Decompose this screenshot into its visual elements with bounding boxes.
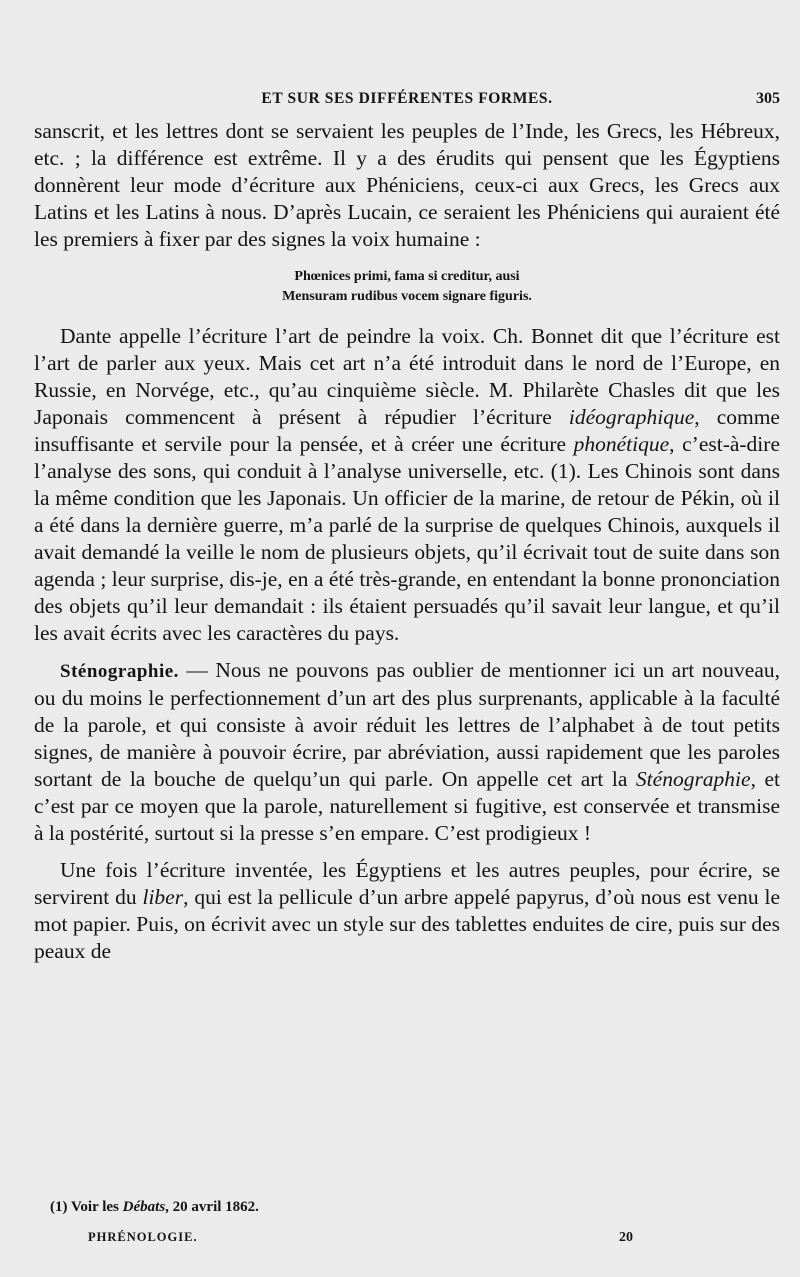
paragraph-gap [34,647,780,657]
term-liber: liber [142,885,184,909]
sheet-number: 20 [619,1230,633,1245]
paragraph-2-text-c: , c’est-à-dire l’analyse des sons, qui conduit à l’analyse universelle, etc. (1). Les Chinois sont dans la même condition que les Japonais. Un officier de la marine, de retour de Pékin, où il a été dans la dernière guerre, m’a parlé de la surprise de quelques Chinois, auxquels il avait demandé la veille le nom de plusieurs objets, qu’il écrivait tout de suite dans son agenda ; leur surprise, dis-je, en a été très-grande, en entendant la bonne prononciation des objets qu’il leur demandait : ils étaient persuadés qu’il savait leur langue, et qu’il les avait écrits avec les caractères du pays. [34,432,780,645]
running-title: ET SUR SES DIFFÉRENTES FORMES. [261,90,553,107]
term-phonetique: phonétique [573,432,670,456]
paragraph-4-text-a: Une fois l’écriture inventée, les Égyptiens et les autres peuples, pour écrire, se servirent du [34,858,780,909]
term-stenographie: Sténographie [635,767,751,791]
paragraph-4 [34,857,780,965]
section-heading-stenographie: Sténographie. [60,661,179,682]
page-header [34,90,780,112]
footnote-suffix: , 20 avril 1862. [165,1199,259,1215]
paragraph-3-text-a: — Nous ne pouvons pas oublier de mentionner ici un art nouveau, ou du moins le perfectionnement d’un art des plus surprenants, applicable à la faculté de la parole, et qui consiste à avoir réduit les lettres de l’alphabet à de tout petits signes, de manière à pouvoir écrire, par abréviation, aussi rapidement que les paroles sortant de la bouche de quelqu’un qui parle. On appelle cet art la [34,658,780,791]
latin-quote [34,267,780,307]
paragraph-2 [34,323,780,647]
paragraph-3 [34,657,780,847]
paragraph-3-text-b: , et c’est par ce moyen que la parole, naturellement si fugitive, est conservée et transmise à la postérité, surtout si la presse s’en empare. C’est prodigieux ! [34,767,780,845]
page-number: 305 [756,90,780,107]
paragraph-4-text-b: , qui est la pellicule d’un arbre appelé papyrus, d’où nous est venu le mot papier. Puis, on écrivit avec un style sur des tablettes enduites de cire, puis sur des peaux de [34,885,780,963]
quote-line-1: Phœnices primi, fama si creditur, ausi [294,269,520,284]
quote-line-2: Mensuram rudibus vocem signare figuris. [282,289,532,304]
paragraph-gap [34,847,780,857]
paragraph-2-text-b: , comme insuffisante et servile pour la pensée, et à créer une écriture [34,405,780,456]
footnote-prefix: (1) Voir les [50,1199,123,1215]
paragraph-2-text-a: Dante appelle l’écriture l’art de peindre la voix. Ch. Bonnet dit que l’écriture est l’art de parler aux yeux. Mais cet art n’a été introduit dans le nord de l’Europe, en Russie, en Norvége, etc., qu’au cinquième siècle. M. Philarète Chasles dit que les Japonais commencent à présent à répudier l’écriture [34,324,780,429]
term-ideographique: idéographique [568,405,695,429]
printer-signature: PHRÉNOLOGIE. [88,1230,198,1244]
footnote [50,1199,259,1216]
paragraph-1: sanscrit, et les lettres dont se servaient les peuples de l’Inde, les Grecs, les Hébreux, etc. ; la différence est extrême. Il y a des érudits qui pensent que les Égyptiens donnèrent leur mode d’écriture aux Phéniciens, ceux-ci aux Grecs, les Grecs aux Latins et les Latins à nous. D’après Lucain, ce seraient les Phéniciens qui auraient été les premiers à fixer par des signes la voix humaine : [34,119,780,251]
body-text [34,118,780,965]
footnote-source: Débats [122,1199,166,1215]
